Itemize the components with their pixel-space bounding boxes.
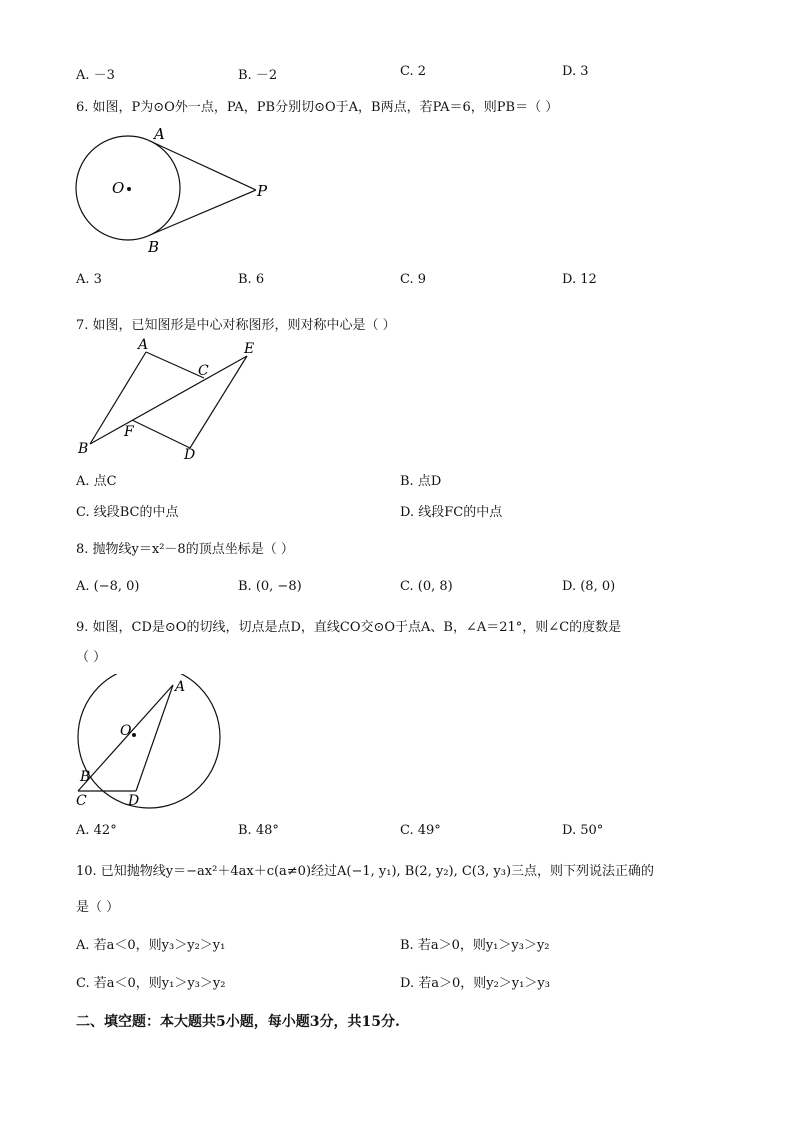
q5-option-c: C. 2 (400, 64, 427, 79)
q9-option-d: D. 50° (562, 823, 604, 838)
q10-option-c: C. 若a＜0，则y₁＞y₃＞y₂ (76, 976, 226, 991)
q10-stem: 10. 已知抛物线y＝−ax²＋4ax＋c(a≠0)经过A(−1, y₁), B(2, y₂), C(3, y₃)三点，则下列说法正确的 (76, 864, 655, 879)
q7-option-c: C. 线段BC的中点 (76, 505, 179, 520)
q10-option-b: B. 若a＞0，则y₁＞y₃＞y₂ (400, 938, 550, 953)
q6-option-b: B. 6 (238, 272, 265, 287)
q6-label-b: B (148, 238, 160, 256)
q9-label-a: A (175, 679, 186, 695)
q5-option-a: A. －3 (76, 68, 115, 83)
q6-stem: 6. 如图，P为⊙O外一点，PA，PB分别切⊙O于A，B两点，若PA＝6，则PB＝（ ） (76, 100, 559, 115)
q6-label-p: P (257, 182, 268, 200)
q9-label-b: B (80, 769, 91, 785)
q6-option-c: C. 9 (400, 272, 427, 287)
q7-figure-symmetric-shape (70, 336, 270, 466)
q7-label-a: A (138, 337, 149, 353)
q7-option-a: A. 点C (76, 474, 117, 489)
q8-stem: 8. 抛物线y＝x²－8的顶点坐标是（ ） (76, 542, 294, 557)
q6-figure-circle-tangents (70, 122, 280, 262)
q7-option-d: D. 线段FC的中点 (400, 505, 503, 520)
section-2-heading: 二、填空题：本大题共5小题，每小题3分，共15分. (76, 1014, 400, 1030)
q5-option-d: D. 3 (562, 64, 589, 79)
q9-stem: 9. 如图，CD是⊙O的切线，切点是点D，直线CO交⊙O于点A、B，∠A＝21°，则∠C的度数是 (76, 620, 622, 635)
q10-option-a: A. 若a＜0，则y₃＞y₂＞y₁ (76, 938, 226, 953)
q8-option-b: B. (0, −8) (238, 579, 302, 594)
q8-option-c: C. (0, 8) (400, 579, 453, 594)
q6-label-o: O (112, 179, 125, 197)
q9-option-b: B. 48° (238, 823, 279, 838)
q10-stem-cont: 是（ ） (76, 900, 120, 915)
q7-stem: 7. 如图，已知图形是中心对称图形，则对称中心是（ ） (76, 318, 396, 333)
q9-stem-cont: （ ） (76, 650, 107, 665)
q7-label-f: F (124, 424, 134, 440)
q9-label-d: D (128, 793, 140, 809)
q7-label-e: E (244, 341, 255, 357)
q6-option-a: A. 3 (76, 272, 102, 287)
q6-label-a: A (154, 125, 165, 143)
q7-label-d: D (184, 447, 196, 463)
q8-option-a: A. (−8, 0) (76, 579, 140, 594)
q9-label-c: C (76, 793, 87, 809)
q7-label-b: B (78, 441, 89, 457)
q9-figure-circle-tangent (70, 674, 230, 812)
q9-label-o: O (120, 723, 132, 739)
q9-option-c: C. 49° (400, 823, 441, 838)
q8-option-d: D. (8, 0) (562, 579, 616, 594)
q7-label-c: C (198, 363, 209, 379)
q9-option-a: A. 42° (76, 823, 117, 838)
q6-option-d: D. 12 (562, 272, 597, 287)
q10-option-d: D. 若a＞0，则y₂＞y₁＞y₃ (400, 976, 550, 991)
q7-option-b: B. 点D (400, 474, 442, 489)
q5-option-b: B. －2 (238, 68, 278, 83)
